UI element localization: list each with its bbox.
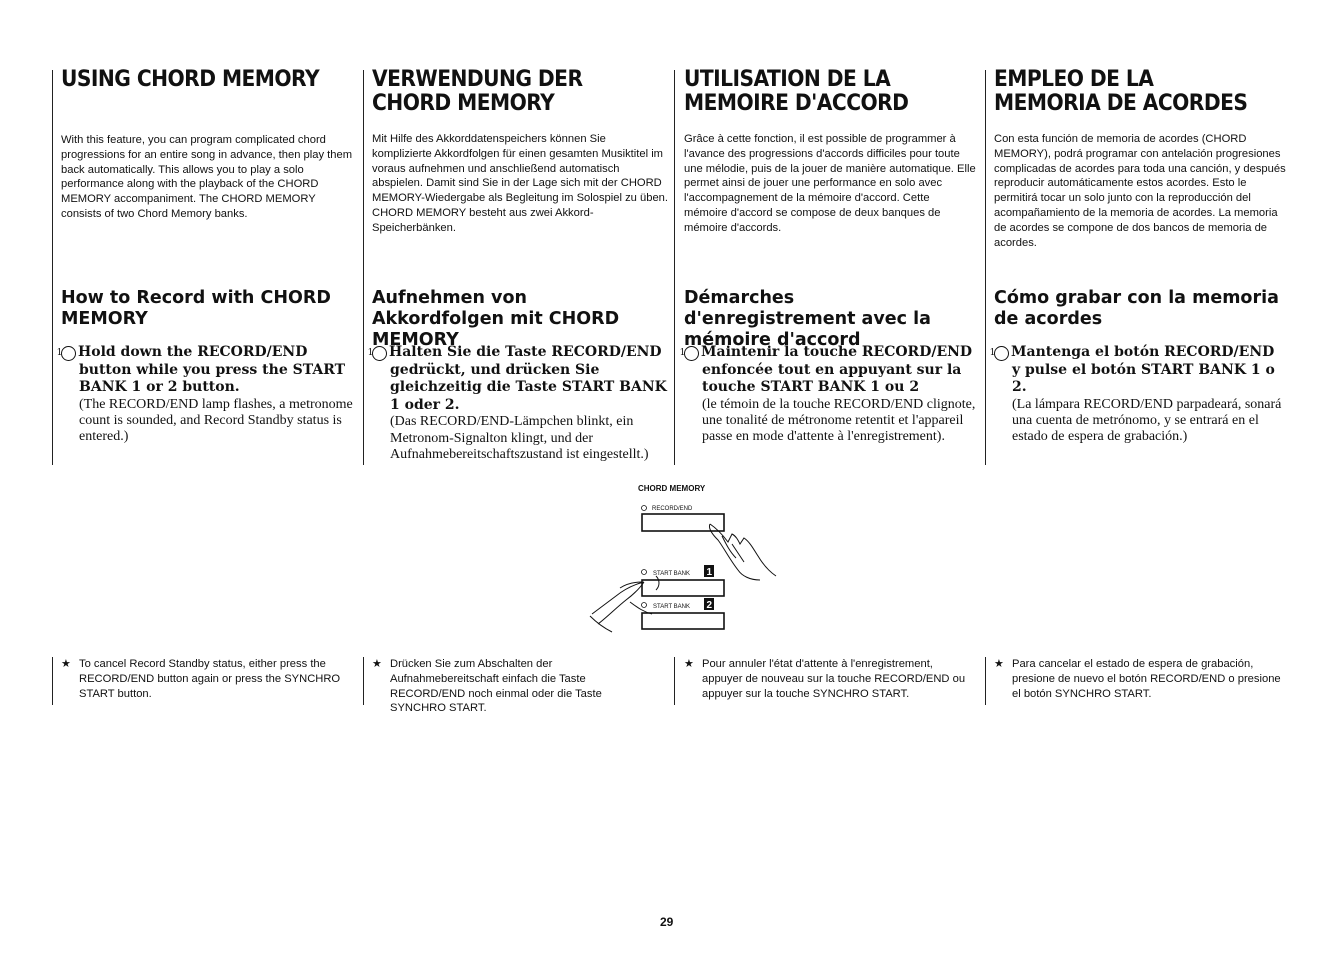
record-end-lamp-icon <box>642 506 647 511</box>
step-text: Halten Sie die Taste RECORD/END gedrückt, und drücken Sie gleichzeitig die Taste START BANK 1 oder 2. <box>389 344 667 413</box>
column-divider <box>363 70 364 465</box>
note-german <box>372 657 662 716</box>
note-english <box>61 657 351 701</box>
record-end-button-icon <box>642 514 724 531</box>
note-divider <box>985 657 986 705</box>
column-divider <box>674 70 675 465</box>
step-text: Hold down the RECORD/END button while you press the START BANK 1 or 2 button. <box>78 344 346 396</box>
diagram-drawing <box>560 484 800 644</box>
intro-text: Con esta función de memoria de acordes (CHORD MEMORY), podrá programar con antelación progresiones complicadas de acordes para toda una canción, y después reproducir automáticamente estos acordes. Esto le permitirá tocar un solo junto con la reproducción del acompañamiento de la memoria de acordes. La memoria de acordes se compone de dos bancos de memoria de acordes. <box>994 133 1286 249</box>
column-divider <box>52 70 53 465</box>
column-divider <box>985 70 986 465</box>
start-bank-2-num: 2 <box>706 600 713 611</box>
start-bank-1-num: 1 <box>706 567 713 578</box>
page-number: 29 <box>660 915 674 929</box>
step-note: (The RECORD/END lamp flashes, a metronome count is sounded, and Record Standby status is entered.) <box>79 396 353 445</box>
start-bank-1-button-icon <box>642 580 724 596</box>
chord-memory-diagram <box>560 484 800 644</box>
note-text: To cancel Record Standby status, either press the RECORD/END button again or press the SYNCHRO START button. <box>79 658 341 700</box>
step-note: (le témoin de la touche RECORD/END clignote, une tonalité de métronome retentit et l'appareil passe en mode d'attente à l'enregistrement). <box>702 396 976 445</box>
note-divider <box>363 657 364 705</box>
star-icon: ★ <box>684 658 694 670</box>
start-bank-1-lamp-icon <box>642 570 647 575</box>
intro-text: Grâce à cette fonction, il est possible de programmer à l'avance des progressions d'accords difficiles pour toute une mélodie, puis de la jouer de manière automatique. Elle permet ainsi de jouer une performance en solo avec l'accompagnement de la mémoire d'accord. Cette mémoire d'accord se compose de deux banques de mémoire d'accords. <box>684 133 976 234</box>
step-text: Mantenga el botón RECORD/END y pulse el botón START BANK 1 o 2. <box>1011 344 1275 396</box>
start-bank-2-button-icon <box>642 613 724 629</box>
star-icon: ★ <box>61 658 71 670</box>
subsection-title: Cómo grabar con la memoria de acordes <box>994 288 1279 329</box>
right-hand-icon <box>706 524 776 580</box>
step-text: Maintenir la touche RECORD/END enfoncée tout en appuyant sur la touche START BANK 1 ou 2 <box>701 344 973 396</box>
column-french <box>679 67 976 445</box>
star-icon: ★ <box>372 658 382 670</box>
start-bank-2-label: START BANK <box>653 604 691 610</box>
subsection-title: Aufnehmen von Akkordfolgen mit CHORD MEMORY <box>372 288 620 350</box>
step-instruction <box>989 344 1286 397</box>
subsection-title: How to Record with CHORD MEMORY <box>61 288 331 329</box>
section-title: USING CHORD MEMORY <box>61 67 320 92</box>
step-note: (La lámpara RECORD/END parpadeará, sonará una cuenta de metrónomo, y se entrará en el estado de espera de grabación.) <box>1012 396 1282 445</box>
note-divider <box>674 657 675 705</box>
start-bank-2-lamp-icon <box>642 603 647 608</box>
step-number-icon: 1 <box>684 346 699 361</box>
step-instruction <box>56 344 356 397</box>
step-note: (Das RECORD/END-Lämpchen blinkt, ein Metronom-Signalton klingt, und der Aufnahmebereitschaftszustand ist eingestellt.) <box>390 414 649 462</box>
step-instruction <box>679 344 976 397</box>
section-title: UTILISATION DE LA MEMOIRE D'ACCORD <box>684 67 909 116</box>
diagram-title: CHORD MEMORY <box>638 484 706 493</box>
note-divider <box>52 657 53 705</box>
column-spanish <box>989 67 1286 445</box>
note-text: Pour annuler l'état d'attente à l'enregistrement, appuyer de nouveau sur la touche RECORD/END ou appuyer sur la touche SYNCHRO START. <box>702 658 966 700</box>
star-icon: ★ <box>994 658 1004 670</box>
column-english <box>56 67 356 445</box>
section-title: VERWENDUNG DER CHORD MEMORY <box>372 67 583 116</box>
step-instruction <box>367 344 668 414</box>
intro-text: Mit Hilfe des Akkorddatenspeichers können Sie komplizierte Akkordfolgen für einen gesamten Musiktitel im voraus aufnehmen und anschließend automatisch abspielen. Damit sind Sie in der Lage sich mit der CHORD MEMORY-Wiedergabe als Begleitung im Solospiel zu üben. CHORD MEMORY besteht aus zwei Akkord-Speicherbänken. <box>372 133 669 234</box>
section-title: EMPLEO DE LA MEMORIA DE ACORDES <box>994 67 1248 116</box>
note-text: Drücken Sie zum Abschalten der Aufnahmebereitschaft einfach die Taste RECORD/END noch einmal oder die Taste SYNCHRO START. <box>390 658 602 715</box>
step-number-icon: 1 <box>994 346 1009 361</box>
step-number-icon: 1 <box>372 346 387 361</box>
subsection-title: Démarches d'enregistrement avec la mémoire d'accord <box>684 288 931 350</box>
column-german <box>367 67 669 462</box>
start-bank-1-label: START BANK <box>653 571 691 577</box>
note-spanish <box>994 657 1286 701</box>
note-text: Para cancelar el estado de espera de grabación, presione de nuevo el botón RECORD/END o presione el botón SYNCHRO START. <box>1012 658 1281 700</box>
note-french <box>684 657 976 701</box>
step-number-icon: 1 <box>61 346 76 361</box>
intro-text: With this feature, you can program complicated chord progressions for an entire song in advance, then play them back automatically. This allows you to play a solo performance along with the playback of the CHORD MEMORY accompaniment. The CHORD MEMORY consists of two Chord Memory banks. <box>61 134 353 220</box>
record-end-label: RECORD/END <box>652 506 693 512</box>
